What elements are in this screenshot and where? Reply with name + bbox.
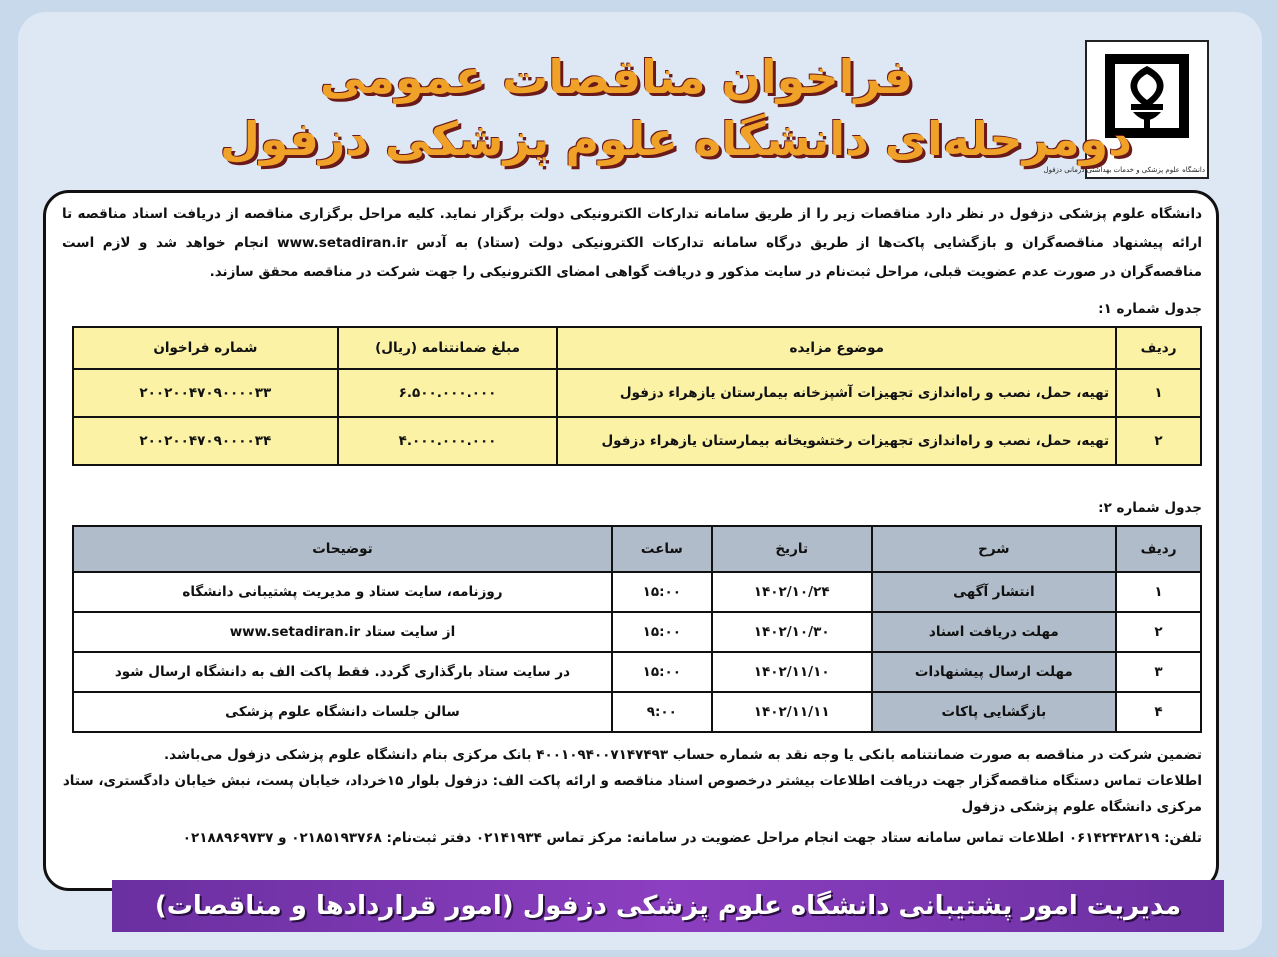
step-date: ۱۴۰۲/۱۰/۲۴ [712,572,872,612]
tender-subject: تهیه، حمل، نصب و راه‌اندازی تجهیزات رختشویخانه بیمارستان یازهراء دزفول [557,417,1116,465]
table1-caption: جدول شماره ۱: [1098,301,1202,317]
title-line-2: دومرحله‌ای دانشگاه علوم پزشکی دزفول [220,112,1132,166]
step-description: بازگشایی پاکات [872,692,1117,732]
step-notes: سالن جلسات دانشگاه علوم پزشکی [73,692,612,732]
footer-banner: مدیریت امور پشتیبانی دانشگاه علوم پزشکی دزفول (امور قراردادها و مناقصات) [112,880,1224,932]
step-notes: از سایت ستاد www.setadiran.ir [73,612,612,652]
row-number: ۲ [1116,417,1201,465]
step-date: ۱۴۰۲/۱۱/۱۰ [712,652,872,692]
tender-subject: تهیه، حمل، نصب و راه‌اندازی تجهیزات آشپزخانه بیمارستان یازهراء دزفول [557,369,1116,417]
table-header-row [73,526,1201,572]
guarantee-amount: ۶.۵۰۰.۰۰۰.۰۰۰ [338,369,558,417]
row-number: ۱ [1116,369,1201,417]
call-number: ۲۰۰۲۰۰۴۷۰۹۰۰۰۰۳۳ [73,369,338,417]
phone-info: تلفن: ۰۶۱۴۲۴۲۸۲۱۹ اطلاعات تماس سامانه ستاد جهت انجام مراحل عضویت در سامانه: مرکز تماس ۰۲۱۴۱۹۳۴ دفتر ثبت‌نام: ۰۲۱۸۵۱۹۳۷۶۸ و ۰۲۱۸۸۹۶۹۷۳۷ [182,830,1202,846]
row-number: ۱ [1116,572,1201,612]
logo-caption: دانشگاه علوم پزشکی و خدمات بهداشتی درمانی دزفول [1043,166,1205,174]
guarantee-amount: ۴.۰۰۰.۰۰۰.۰۰۰ [338,417,558,465]
title-line-1: فراخوان مناقصات عمومی [320,50,914,104]
table-row [73,612,1201,652]
table2-caption: جدول شماره ۲: [1098,500,1202,516]
table-header-row [73,327,1201,369]
table-row [73,652,1201,692]
schedule-table [72,525,1202,733]
header-cell: مبلغ ضمانتنامه (ریال) [338,327,558,369]
call-number: ۲۰۰۲۰۰۴۷۰۹۰۰۰۰۳۴ [73,417,338,465]
row-number: ۳ [1116,652,1201,692]
step-date: ۱۴۰۲/۱۱/۱۱ [712,692,872,732]
guarantee-note: تضمین شرکت در مناقصه به صورت ضمانتنامه بانکی یا وجه نقد به شماره حساب ۴۰۰۱۰۹۴۰۰۷۱۴۷۴۹۳ بانک مرکزی بنام دانشگاه علوم پزشکی دزفول می‌باشد. [164,747,1202,763]
row-number: ۴ [1116,692,1201,732]
step-notes: روزنامه، سایت ستاد و مدیریت پشتیبانی دانشگاه [73,572,612,612]
table-row [73,369,1201,417]
step-time: ۱۵:۰۰ [612,652,712,692]
step-time: ۱۵:۰۰ [612,572,712,612]
step-description: انتشار آگهی [872,572,1117,612]
step-description: مهلت ارسال پیشنهادات [872,652,1117,692]
step-time: ۱۵:۰۰ [612,612,712,652]
header-cell: موضوع مزایده [557,327,1116,369]
row-number: ۲ [1116,612,1201,652]
header-cell: ردیف [1116,327,1201,369]
step-notes: در سایت ستاد بارگذاری گردد. فقط پاکت الف به دانشگاه ارسال شود [73,652,612,692]
header-cell: ساعت [612,526,712,572]
table-row [73,417,1201,465]
step-description: مهلت دریافت اسناد [872,612,1117,652]
header-cell: شرح [872,526,1117,572]
table-row [73,692,1201,732]
header-cell: ردیف [1116,526,1201,572]
intro-paragraph: دانشگاه علوم پزشکی دزفول در نظر دارد مناقصات زیر را از طریق سامانه تدارکات الکترونیکی دولت برگزار نماید. کلیه مراحل برگزاری مناقصه از دریافت اسناد مناقصه تا ارائه پیشنهاد مناقصه‌گران و بازگشایی پاکت‌ها از طریق درگاه سامانه تدارکات الکترونیکی دولت (ستاد) به آدس www.setadiran.ir انجام خواهد شد و لازم است مناقصه‌گران در صورت عدم عضویت قبلی، مراحل ثبت‌نام در سایت مذکور و دریافت گواهی امضای الکترونیکی را جهت شرکت در مناقصه محقق سازند. [62,206,1202,280]
step-date: ۱۴۰۲/۱۰/۳۰ [712,612,872,652]
table-row [73,572,1201,612]
header-cell: تاریخ [712,526,872,572]
header-cell: توضیحات [73,526,612,572]
contact-info: اطلاعات تماس دستگاه مناقصه‌گزار جهت دریافت اطلاعات بیشتر درخصوص اسناد مناقصه و ارائه پاکت الف: دزفول بلوار ۱۵خرداد، خیابان پست، نبش خیابان دادگستری، ستاد مرکزی دانشگاه علوم پزشکی دزفول [62,773,1202,815]
header-cell: شماره فراخوان [73,327,338,369]
tender-table [72,326,1202,466]
step-time: ۹:۰۰ [612,692,712,732]
